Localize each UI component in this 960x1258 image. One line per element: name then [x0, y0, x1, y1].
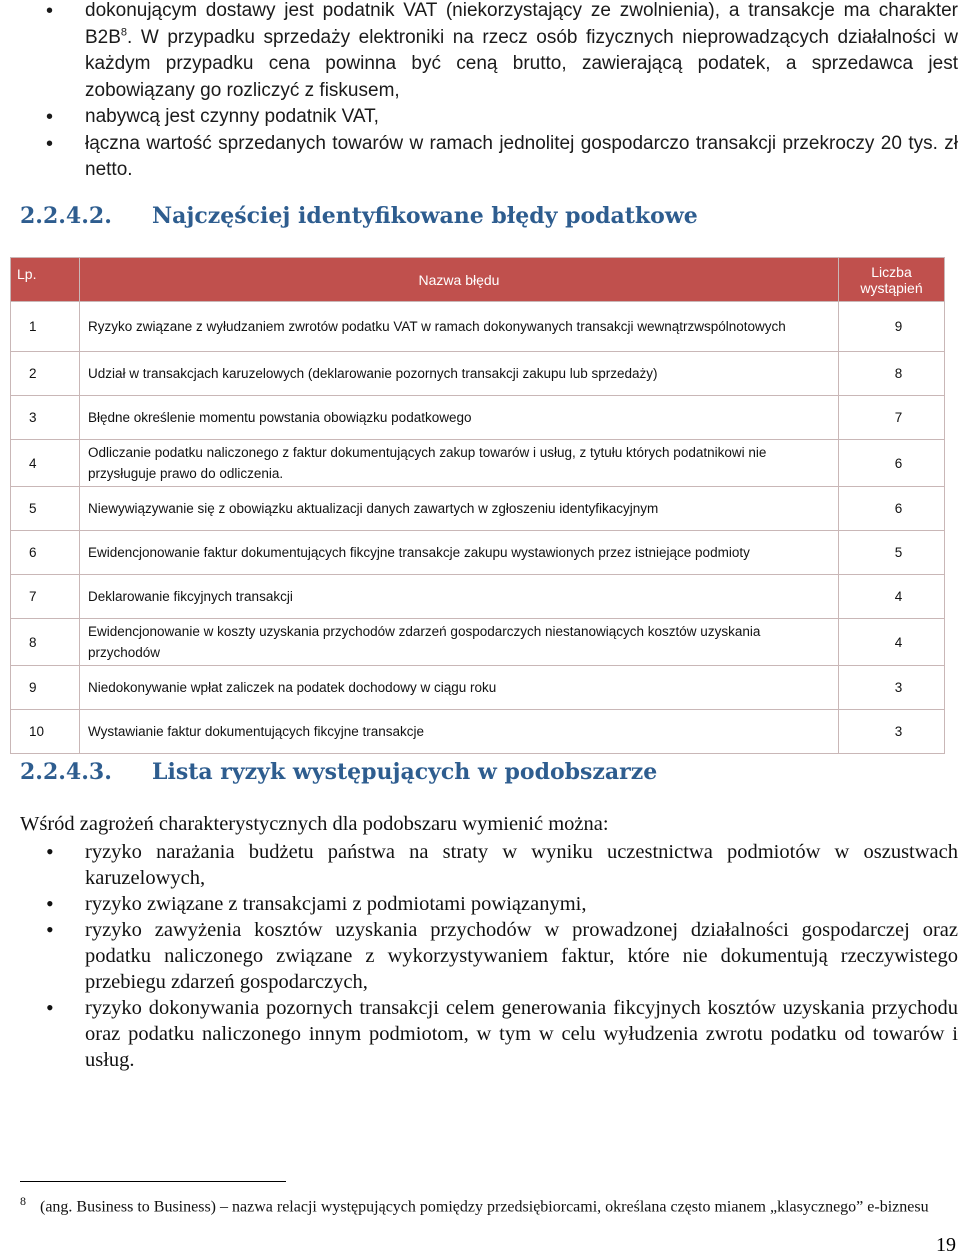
- table-row: [11, 575, 945, 619]
- risk-list: [46, 839, 958, 1073]
- page-number: 19: [936, 1234, 956, 1256]
- table-body: [11, 302, 945, 754]
- conditions-list: [46, 0, 958, 184]
- row-error-name: Ewidencjonowanie w koszty uzyskania przychodów zdarzeń gospodarczych niestanowiących kosztów uzyskania przychodów: [80, 619, 839, 666]
- row-error-name: Błędne określenie momentu powstania obowiązku podatkowego: [80, 396, 839, 440]
- section-number: 2.2.4.2.: [20, 203, 112, 229]
- section-title: Najczęściej identyfikowane błędy podatkowe: [152, 203, 698, 229]
- section-number: 2.2.4.3.: [20, 759, 112, 785]
- section-heading: [20, 203, 698, 229]
- footnote-ref[interactable]: 8: [120, 26, 128, 39]
- section-title: Lista ryzyk występujących w podobszarze: [152, 759, 658, 785]
- row-count: 9: [839, 302, 945, 352]
- row-count: 6: [839, 440, 945, 487]
- footnote: [20, 1191, 956, 1217]
- table-row: [11, 302, 945, 352]
- list-item: • nabywcą jest czynny podatnik VAT,: [46, 104, 958, 131]
- list-item: [46, 0, 958, 104]
- table-row: [11, 396, 945, 440]
- row-error-name: Ryzyko związane z wyłudzaniem zwrotów podatku VAT w ramach dokonywanych transakcji wewnątrzwspólnotowych: [80, 302, 839, 352]
- errors-table: [10, 257, 945, 754]
- header-count: Liczba wystąpień: [839, 258, 945, 302]
- row-lp: 6: [11, 531, 80, 575]
- row-lp: 7: [11, 575, 80, 619]
- row-lp: 10: [11, 710, 80, 754]
- row-count: 5: [839, 531, 945, 575]
- table-row: [11, 440, 945, 487]
- intro-text: Wśród zagrożeń charakterystycznych dla podobszaru wymienić można:: [20, 813, 609, 835]
- section-heading: [20, 759, 657, 785]
- row-error-name: Ewidencjonowanie faktur dokumentujących fikcyjne transakcje zakupu wystawionych przez istniejące podmioty: [80, 531, 839, 575]
- row-count: 7: [839, 396, 945, 440]
- list-item-text: dokonującym dostawy jest podatnik VAT (niekorzystający ze zwolnienia), a transakcje ma charakter B2B: [85, 0, 958, 48]
- row-count: 4: [839, 575, 945, 619]
- row-lp: 4: [11, 440, 80, 487]
- row-error-name: Deklarowanie fikcyjnych transakcji: [80, 575, 839, 619]
- table-row: [11, 666, 945, 710]
- list-item-text: . W przypadku sprzedaży elektroniki na rzecz osób fizycznych nieprowadzących działalności w każdym przypadku cena powinna być ceną brutto, zawierającą podatek, a sprzedawca jest zobowiązany go rozliczyć z fiskusem,: [85, 26, 958, 101]
- table-row: [11, 352, 945, 396]
- footnote-divider: [20, 1181, 286, 1182]
- row-lp: 3: [11, 396, 80, 440]
- row-lp: 2: [11, 352, 80, 396]
- table-row: [11, 487, 945, 531]
- list-item: • ryzyko zawyżenia kosztów uzyskania przychodów w prowadzonej działalności gospodarczej oraz podatku naliczonego związane z wykorzystywaniem faktur, które nie dokumentują rzeczywistego przebiegu zdarzeń gospodarczych,: [46, 917, 958, 995]
- list-item: • łączna wartość sprzedanych towarów w ramach jednolitej gospodarczo transakcji przekroczy 20 tys. zł netto.: [46, 131, 958, 184]
- table-row: [11, 619, 945, 666]
- table-header-row: [11, 258, 945, 302]
- header-lp: Lp.: [11, 258, 80, 302]
- row-lp: 9: [11, 666, 80, 710]
- table-row: [11, 710, 945, 754]
- footnote-text: (ang. Business to Business) – nazwa relacji występujących pomiędzy przedsiębiorcami, określana często mianem „klasycznego” e-biznesu: [40, 1198, 929, 1216]
- list-item: • ryzyko dokonywania pozornych transakcji celem generowania fikcyjnych kosztów uzyskania przychodu oraz podatku naliczonego innym podmiotom, w tym w celu wyłudzenia zwrotu podatku od towarów i usług.: [46, 995, 958, 1073]
- footnote-number: 8: [20, 1194, 26, 1208]
- row-count: 3: [839, 710, 945, 754]
- row-count: 4: [839, 619, 945, 666]
- row-error-name: Odliczanie podatku naliczonego z faktur dokumentujących zakup towarów i usług, z tytułu których podatnikowi nie przysługuje prawo do odliczenia.: [80, 440, 839, 487]
- header-name: Nazwa błędu: [80, 258, 839, 302]
- row-lp: 5: [11, 487, 80, 531]
- row-count: 8: [839, 352, 945, 396]
- row-error-name: Niedokonywanie wpłat zaliczek na podatek dochodowy w ciągu roku: [80, 666, 839, 710]
- row-lp: 8: [11, 619, 80, 666]
- row-error-name: Wystawianie faktur dokumentujących fikcyjne transakcje: [80, 710, 839, 754]
- table-row: [11, 531, 945, 575]
- row-error-name: Niewywiązywanie się z obowiązku aktualizacji danych zawartych w zgłoszeniu identyfikacyjnym: [80, 487, 839, 531]
- row-error-name: Udział w transakcjach karuzelowych (deklarowanie pozornych transakcji zakupu lub sprzedaży): [80, 352, 839, 396]
- row-count: 3: [839, 666, 945, 710]
- list-item: • ryzyko związane z transakcjami z podmiotami powiązanymi,: [46, 891, 958, 917]
- list-item: • ryzyko narażania budżetu państwa na straty w wyniku uczestnictwa podmiotów w oszustwach karuzelowych,: [46, 839, 958, 891]
- row-count: 6: [839, 487, 945, 531]
- row-lp: 1: [11, 302, 80, 352]
